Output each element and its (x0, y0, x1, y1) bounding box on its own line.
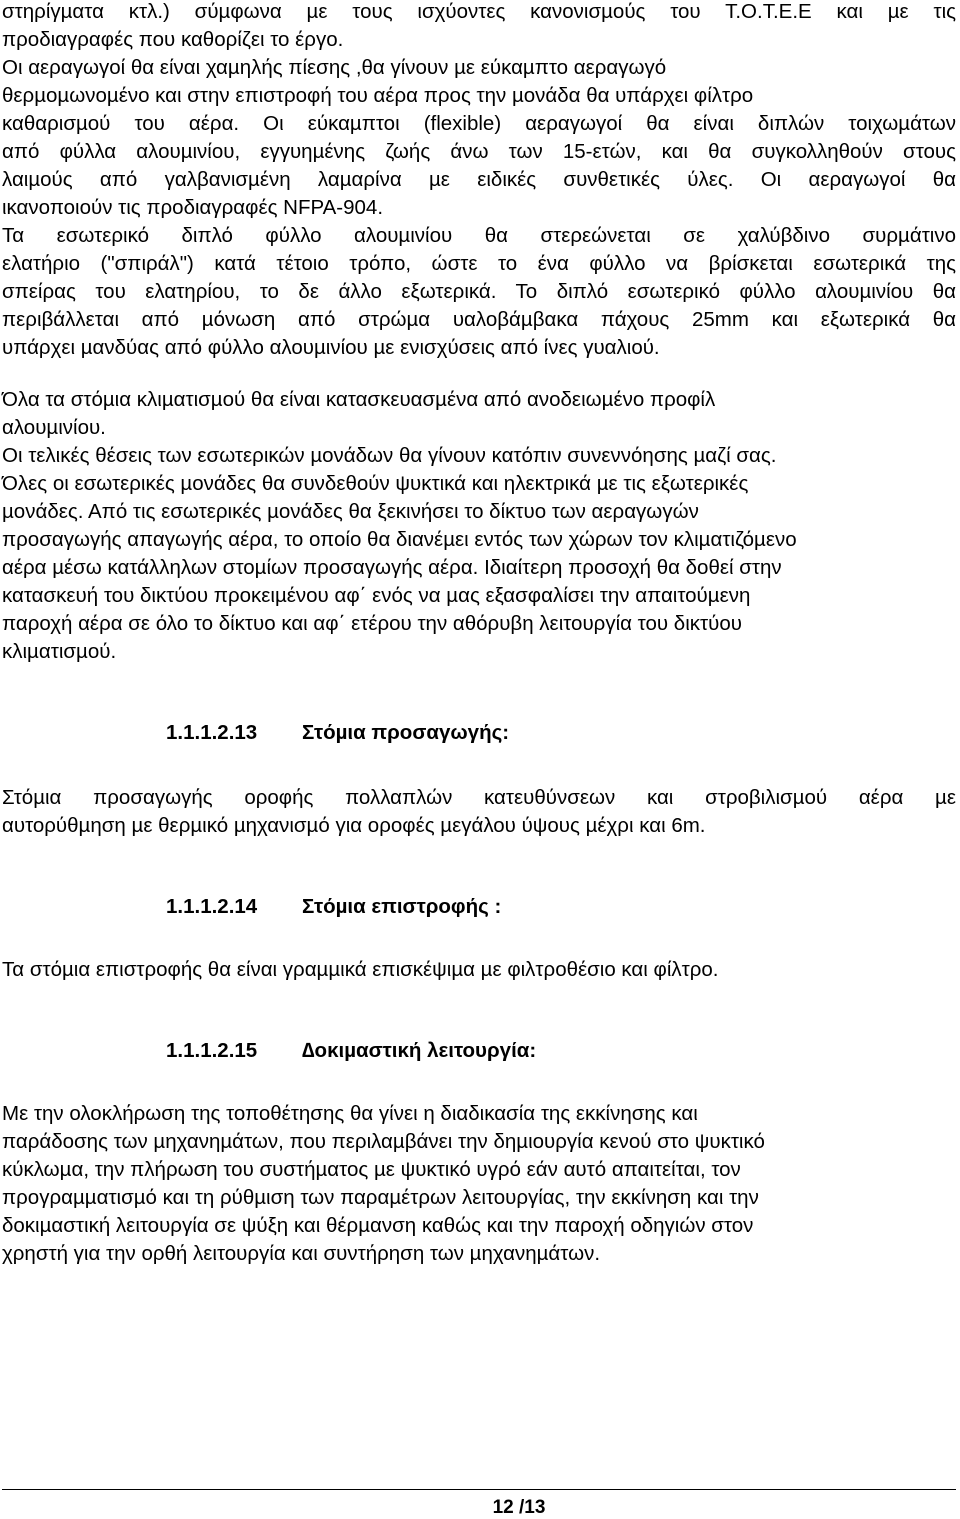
text-line: από φύλλα αλουµινίου, εγγυηµένης ζωής άνω των 15-ετών, και θα συγκολληθούν στους (2, 140, 956, 163)
section-heading (166, 893, 866, 921)
text-line: σπείρας του ελατηρίου, το δε άλλο εξωτερικά. Το διπλό εσωτερικό φύλλο αλουµινίου θα (2, 280, 956, 303)
text-line: προδιαγραφές που καθορίζει το έργο. (2, 28, 344, 51)
text-line: Τα στόµια επιστροφής θα είναι γραµµικά επισκέψιµα µε φιλτροθέσιο και φίλτρο. (2, 958, 719, 981)
text-line: στηρίγµατα κτλ.) σύµφωνα µε τους ισχύοντες κανονισµούς του Τ.Ο.Τ.Ε.Ε και µε τις (2, 0, 956, 23)
page-number: 12 /13 (492, 1497, 546, 1518)
footer-divider (2, 1489, 956, 1490)
text-line: κλιµατισµού. (2, 640, 117, 663)
text-line: χρηστή για την ορθή λειτουργία και συντήρηση των µηχανηµάτων. (2, 1242, 601, 1265)
text-line: ικανοποιούν τις προδιαγραφές NFPA-904. (2, 196, 384, 219)
section-title: ∆οκιµαστική λειτουργία: (302, 1039, 537, 1062)
text-line: προγραµµατισµό και τη ρύθµιση των παραµέτρων λειτουργίας, την εκκίνηση και την (2, 1186, 759, 1209)
text-line: µονάδες. Από τις εσωτερικές µονάδες θα ξεκινήσει το δίκτυο των αεραγωγών (2, 500, 699, 523)
text-line: προσαγωγής απαγωγής αέρα, το οποίο θα διανέµει εντός των χώρων τον κλιµατιζόµενο (2, 528, 797, 551)
text-line: παράδοσης των µηχανηµάτων, που περιλαµβάνει την δηµιουργία κενού στο ψυκτικό (2, 1130, 765, 1153)
section-heading (166, 1037, 866, 1065)
text-line: Όλες οι εσωτερικές µονάδες θα συνδεθούν ψυκτικά και ηλεκτρικά µε τις εξωτερικές (2, 472, 749, 495)
text-line: θερµοµωνοµένο και στην επιστροφή του αέρα προς την µονάδα θα υπάρχει φίλτρο (2, 84, 754, 107)
text-line: ελατήριο ("σπιράλ") κατά τέτοιο τρόπο, ώστε το ένα φύλλο να βρίσκεται εσωτερικά της (2, 252, 956, 275)
text-line: Οι τελικές θέσεις των εσωτερικών µονάδων θα γίνουν κατόπιν συνεννόησης µαζί σας. (2, 444, 777, 467)
text-line: περιβάλλεται από µόνωση από στρώµα υαλοβάµβακα πάχους 25mm και εξωτερικά θα (2, 308, 956, 331)
text-line: Οι αεραγωγοί θα είναι χαµηλής πίεσης ,θα γίνουν µε εύκαµπτο αεραγωγό (2, 56, 667, 79)
section-title: Στόµια προσαγωγής: (302, 721, 510, 744)
text-line: αλουµινίου. (2, 416, 106, 439)
text-line: Όλα τα στόµια κλιµατισµού θα είναι κατασκευασµένα από ανοδειωµένο προφίλ (2, 388, 716, 411)
text-line: υπάρχει µανδύας από φύλλο αλουµινίου µε ενισχύσεις από ίνες γυαλιού. (2, 336, 660, 359)
section-title: Στόµια επιστροφής : (302, 895, 502, 918)
text-line: κύκλωµα, την πλήρωση του συστήµατος µε ψυκτικό υγρό εάν αυτό απαιτείται, τον (2, 1158, 741, 1181)
text-line: αέρα µέσω κατάλληλων στοµίων προσαγωγής αέρα. Ιδιαίτερη προσοχή θα δοθεί στην (2, 556, 782, 579)
document-page (2, 0, 956, 1519)
text-line: Με την ολοκλήρωση της τοποθέτησης θα γίνει η διαδικασία της εκκίνησης και (2, 1102, 698, 1125)
text-line: καθαρισµού του αέρα. Οι εύκαµπτοι (flexible) αεραγωγοί θα είναι διπλών τοιχωµάτων (2, 112, 956, 135)
text-line: Στόµια προσαγωγής οροφής πολλαπλών κατευθύνσεων και στροβιλισµού αέρα µε (2, 786, 956, 809)
text-line: δοκιµαστική λειτουργία σε ψύξη και θέρµανση καθώς και την παροχή οδηγιών στον (2, 1214, 754, 1237)
text-line: Τα εσωτερικό διπλό φύλλο αλουµινίου θα στερεώνεται σε χαλύβδινο συρµάτινο (2, 224, 956, 247)
section-number: 1.1.1.2.14 (166, 895, 258, 918)
text-line: αυτορύθµηση µε θερµικό µηχανισµό για οροφές µεγάλου ύψους µέχρι και 6m. (2, 814, 706, 837)
text-line: κατασκευή του δικτύου προκειµένου αφ΄ ενός να µας εξασφαλίσει την απαιτούµενη (2, 584, 751, 607)
section-number: 1.1.1.2.13 (166, 721, 258, 744)
text-line: παροχή αέρα σε όλο το δίκτυο και αφ΄ ετέρου την αθόρυβη λειτουργία του δικτύου (2, 612, 742, 635)
text-line: λαιµούς από γαλβανισµένη λαµαρίνα µε ειδικές συνθετικές ύλες. Οι αεραγωγοί θα (2, 168, 956, 191)
section-heading (166, 719, 866, 747)
section-number: 1.1.1.2.15 (166, 1039, 258, 1062)
